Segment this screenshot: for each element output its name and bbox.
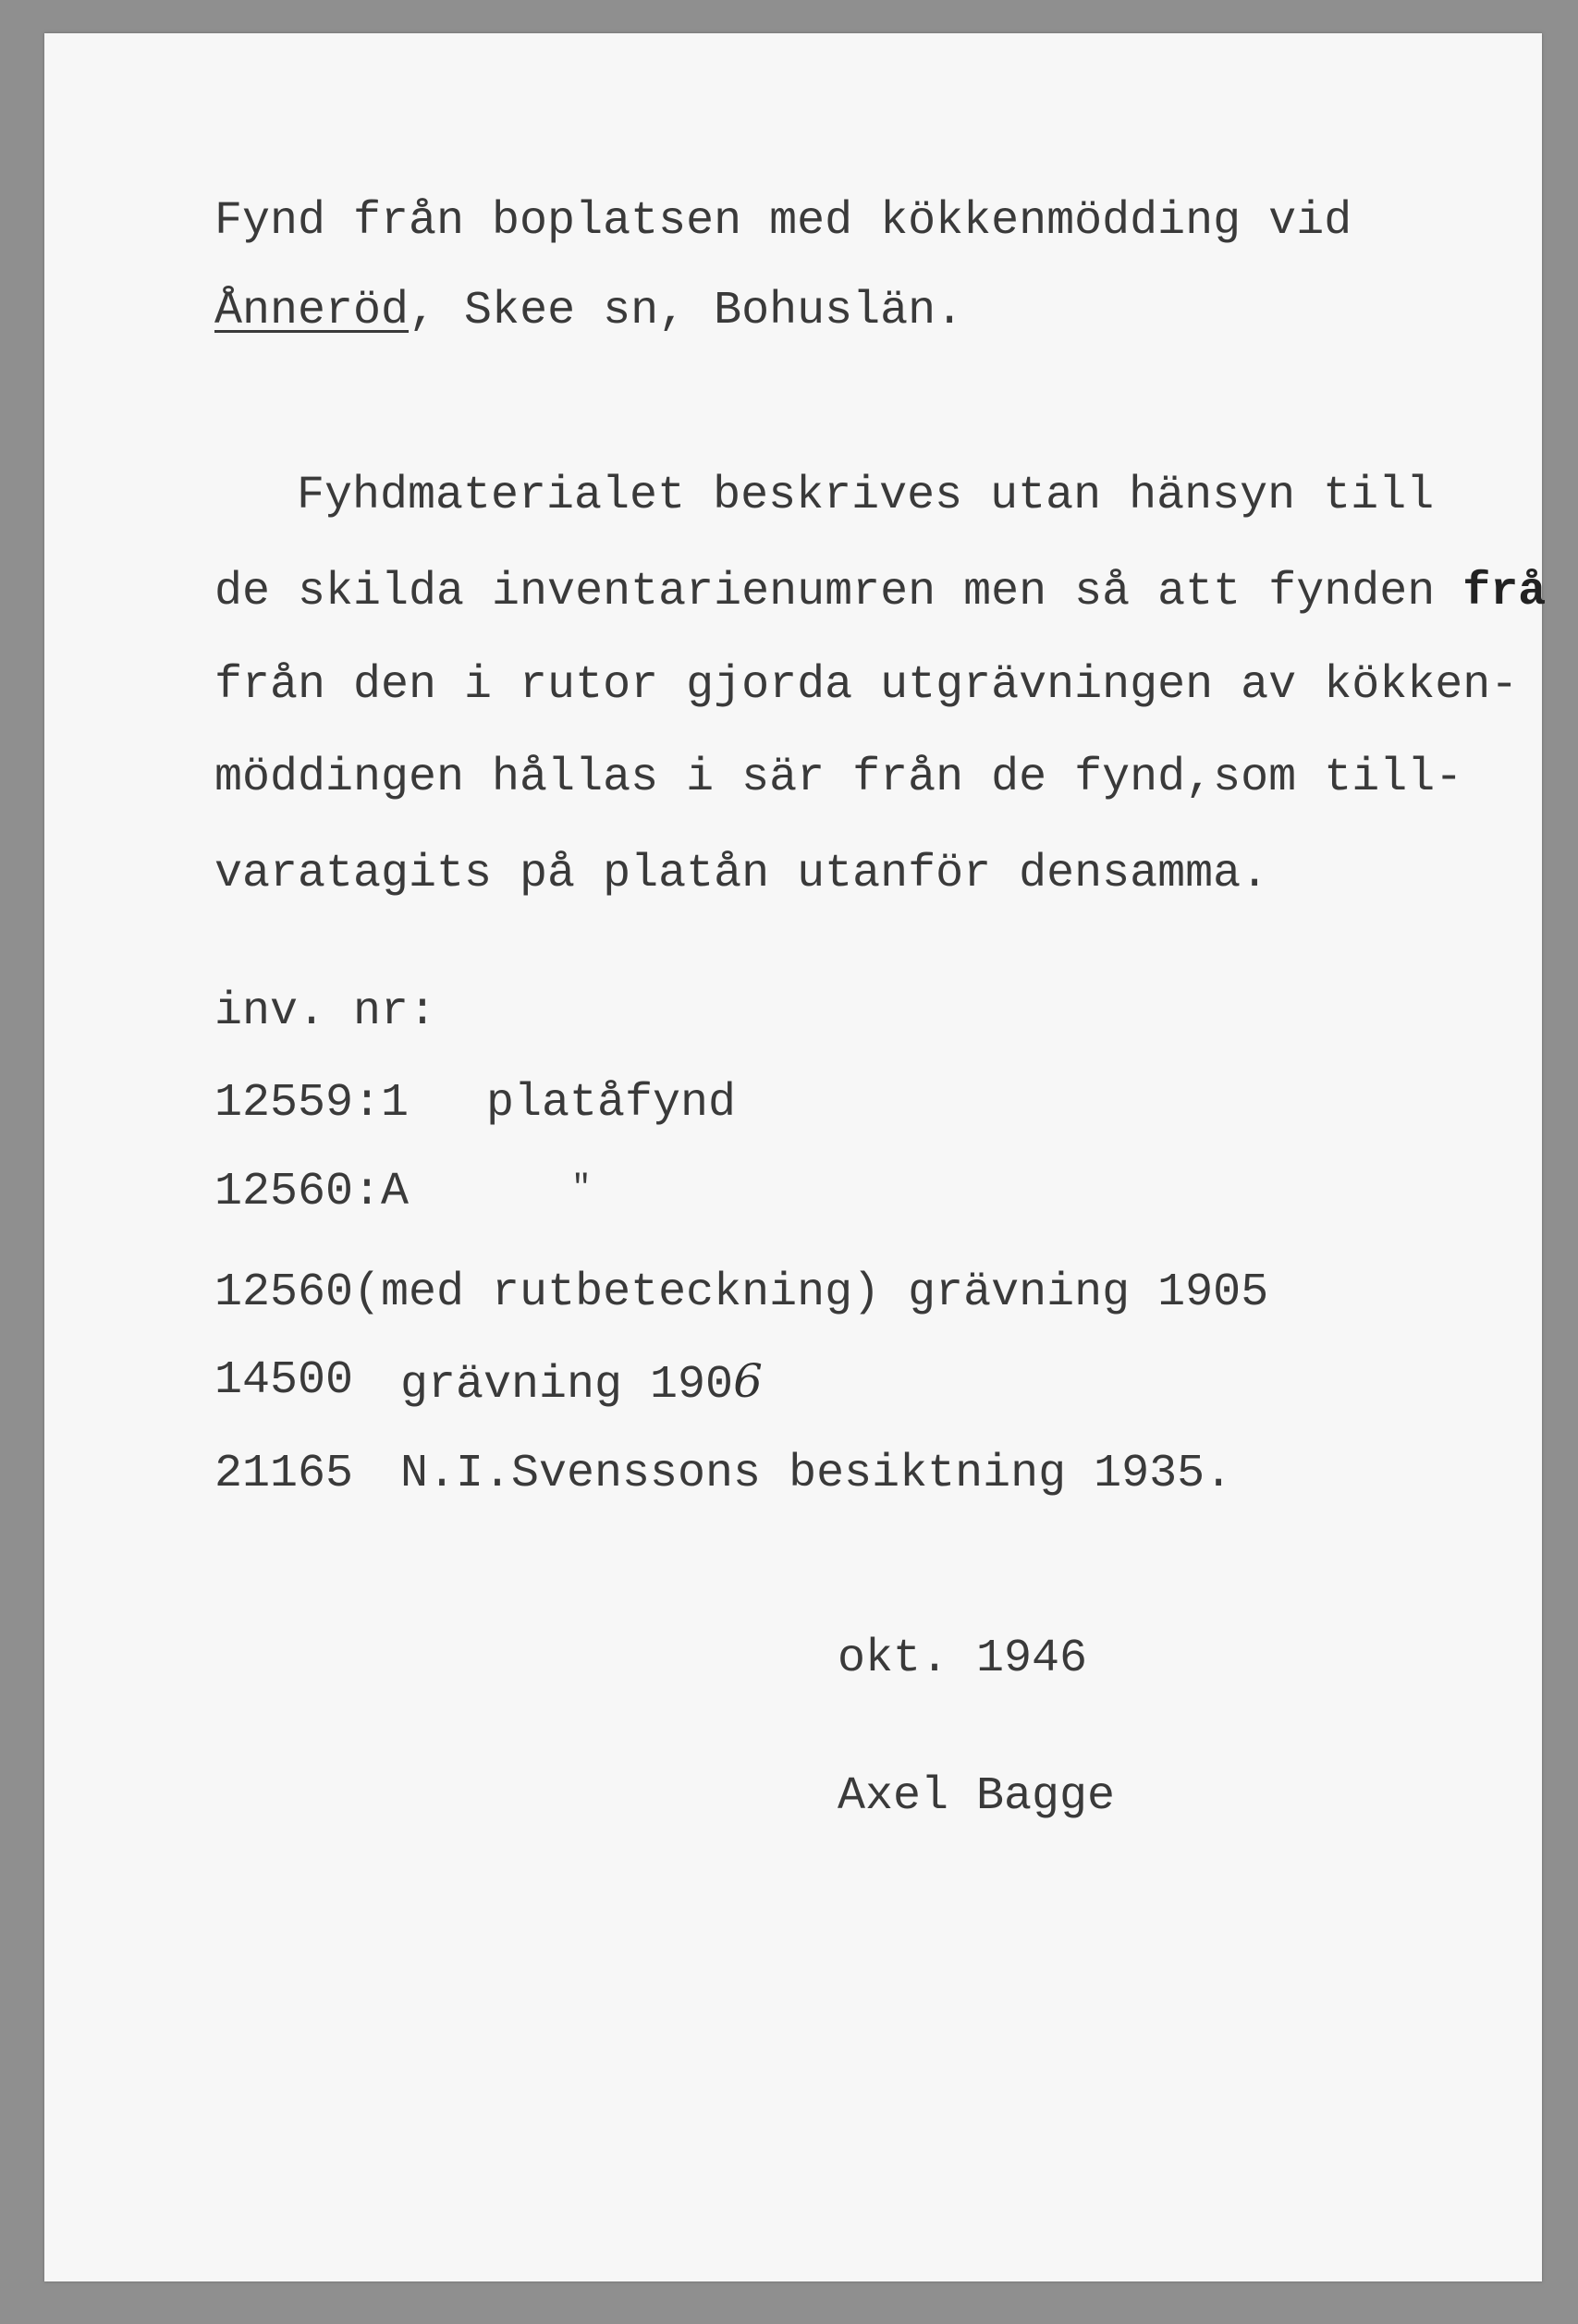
struck-word: frå	[1462, 566, 1547, 618]
signature-name: Axel Bagge	[838, 1770, 1116, 1823]
paragraph-line-3: från den i rutor gjorda utgrävningen av kökken-	[214, 659, 1519, 712]
inventory-number: 14500	[214, 1354, 354, 1407]
heading-line-2-rest: , Skee sn, Bohuslän.	[409, 285, 964, 337]
inventory-description: N.I.Svenssons besiktning 1935.	[400, 1448, 1233, 1500]
paragraph-line-1: Fyhdmaterialet beskrives utan hänsyn till	[297, 470, 1435, 522]
inventory-number: 12560	[214, 1266, 354, 1319]
signature-date: okt. 1946	[838, 1633, 1088, 1685]
inventory-number: 21165	[214, 1448, 354, 1500]
document-page	[44, 33, 1542, 2281]
inventory-description-ditto: "	[571, 1169, 592, 1207]
paragraph-line-4: möddingen hållas i sär från de fynd,som till-	[214, 752, 1463, 804]
inventory-description-text: grävning 190	[400, 1359, 734, 1412]
heading-line-2	[214, 284, 963, 339]
inventory-number: 12559:1	[214, 1077, 410, 1130]
inventory-description: (med rutbeteckning) grävning 1905	[353, 1266, 1269, 1319]
inventory-description: platåfynd	[486, 1077, 737, 1130]
paragraph-line-5: varatagits på platån utanför densamma.	[214, 848, 1269, 900]
place-name: Ånneröd	[214, 285, 410, 337]
heading-line-1: Fynd från boplatsen med kökkenmödding vid	[214, 195, 1352, 248]
inventory-description	[400, 1353, 763, 1413]
inventory-entry	[214, 1266, 1268, 1321]
paragraph-line-2	[214, 565, 1546, 620]
inventory-label: inv. nr:	[214, 985, 437, 1038]
inventory-number: 12560:A	[214, 1166, 410, 1218]
handwritten-digit: 6	[733, 1354, 763, 1408]
paragraph-line-2-text: de skilda inventarienumren men så att fynden	[214, 566, 1463, 618]
